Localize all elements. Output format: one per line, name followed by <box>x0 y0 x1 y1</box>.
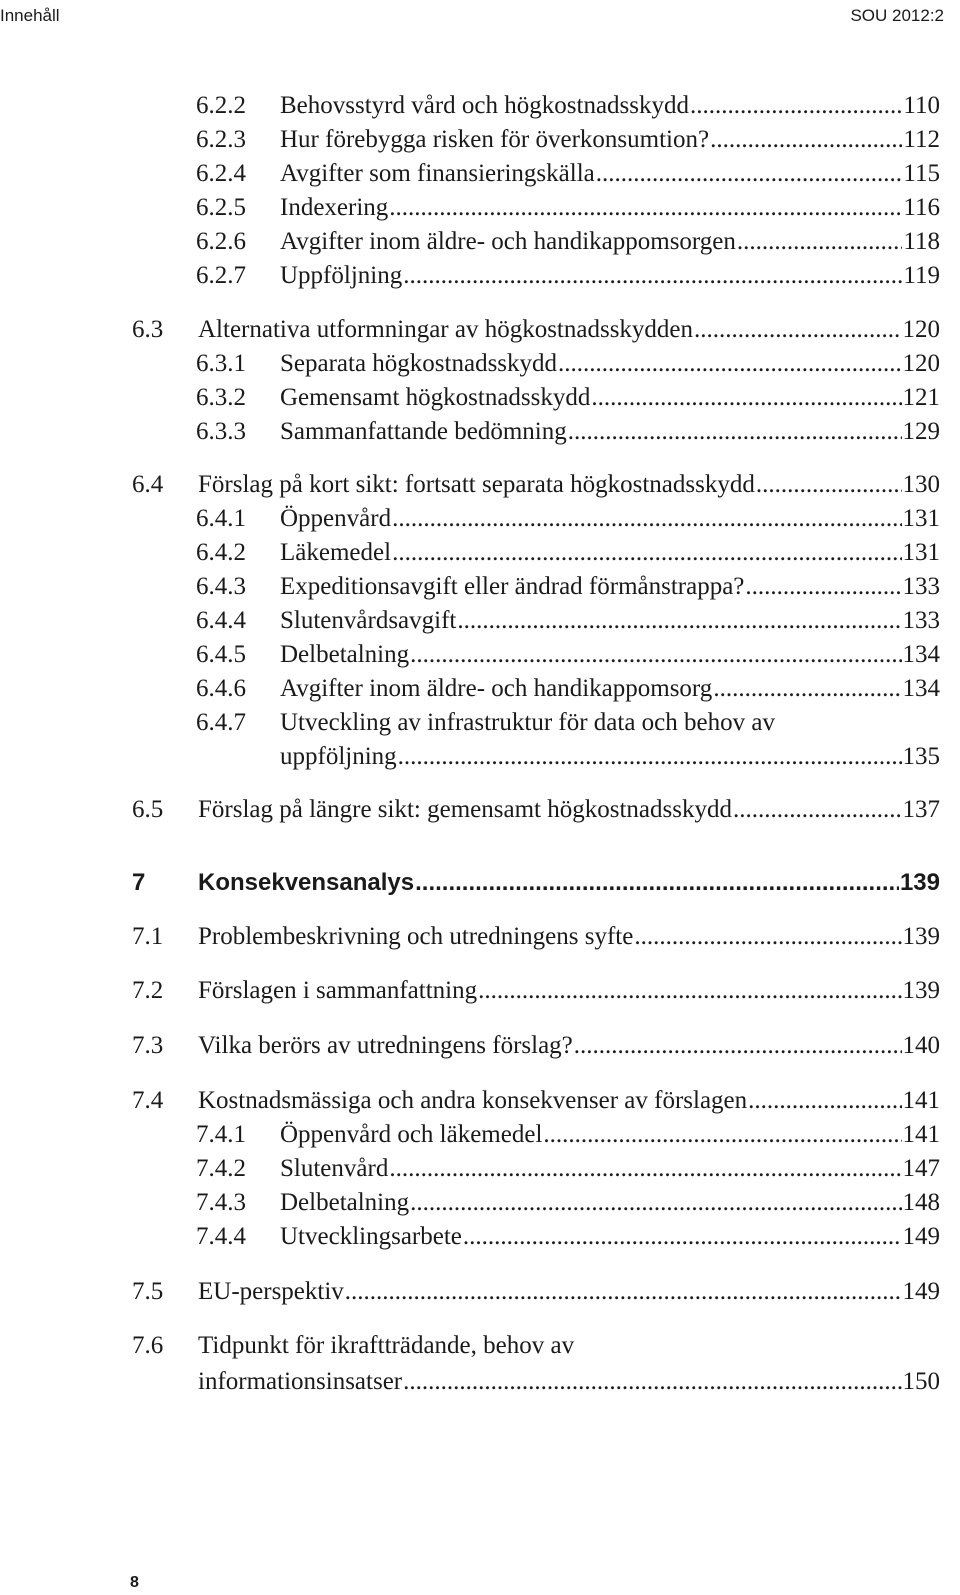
chapter-number: 7 <box>132 869 146 896</box>
leader-dots <box>415 868 899 898</box>
toc-number: 6.2.3 <box>196 126 246 153</box>
section-label: Innehåll <box>0 6 60 25</box>
toc-title-cont: informationsinsatser <box>198 1368 403 1395</box>
toc-entry[interactable] <box>132 1331 940 1361</box>
toc-number: 7.3 <box>132 1032 164 1059</box>
toc-number: 7.6 <box>132 1332 164 1359</box>
toc-title: Hur förebygga risken för överkonsumtion? <box>280 126 710 153</box>
toc-page: 140 <box>902 1032 940 1059</box>
toc-title: Slutenvårdsavgift <box>280 607 457 634</box>
toc-title: Behovsstyrd vård och högkostnadsskydd <box>280 92 689 119</box>
leader-dots <box>410 1188 901 1218</box>
leader-dots <box>543 1120 901 1150</box>
toc-page: 133 <box>902 607 940 634</box>
publication-id: SOU 2012:2 <box>850 6 944 25</box>
toc-number: 6.3.2 <box>196 384 246 411</box>
toc-page: 130 <box>902 471 940 498</box>
toc-entry[interactable] <box>132 315 940 345</box>
leader-dots <box>392 504 901 534</box>
toc-page: 110 <box>903 92 940 119</box>
toc-title: Läkemedel <box>280 539 392 566</box>
toc-page: 134 <box>902 675 940 702</box>
toc-title: Gemensamt högkostnadsskydd <box>280 384 591 411</box>
toc-title: Alternativa utformningar av högkostnadsskydden <box>198 316 694 343</box>
toc-page: 131 <box>902 505 940 532</box>
toc-page: 115 <box>903 160 940 187</box>
toc-chapter-entry[interactable] <box>132 868 940 898</box>
leader-dots <box>710 125 902 155</box>
toc-number: 6.4.1 <box>196 505 246 532</box>
toc-number: 6.2.5 <box>196 194 246 221</box>
leader-dots <box>634 922 901 952</box>
toc-title: Problembeskrivning och utredningens syfte <box>198 923 634 950</box>
toc-page: 148 <box>902 1189 940 1216</box>
toc-page: 141 <box>902 1121 940 1148</box>
toc-entry[interactable] <box>196 1154 940 1184</box>
toc-entry[interactable] <box>132 795 940 825</box>
page-number: 8 <box>130 1574 139 1591</box>
toc-title: Öppenvård och läkemedel <box>280 1121 543 1148</box>
leader-dots <box>410 640 901 670</box>
toc-entry-continuation[interactable] <box>196 742 940 772</box>
toc-title: Förslag på längre sikt: gemensamt högkostnadsskydd <box>198 796 732 823</box>
leader-dots <box>389 193 902 223</box>
toc-title: Delbetalning <box>280 641 410 668</box>
toc-title: Förslag på kort sikt: fortsatt separata högkostnadsskydd <box>198 471 755 498</box>
toc-title: Expeditionsavgift eller ändrad förmånstrappa? <box>280 573 745 600</box>
toc-page: 134 <box>902 641 940 668</box>
toc-number: 7.1 <box>132 923 164 950</box>
leader-dots <box>694 315 901 345</box>
leader-dots <box>713 674 901 704</box>
toc-page: 149 <box>902 1278 940 1305</box>
chapter-title: Konsekvensanalys <box>198 869 415 896</box>
toc-entry[interactable] <box>196 538 940 568</box>
leader-dots <box>745 572 901 602</box>
toc-entry[interactable] <box>196 193 940 223</box>
toc-entry[interactable] <box>196 91 940 121</box>
leader-dots <box>558 349 901 379</box>
chapter-page: 139 <box>899 869 940 896</box>
toc-title: Separata högkostnadsskydd <box>280 350 558 377</box>
toc-page: 120 <box>902 316 940 343</box>
toc-entry[interactable] <box>132 1031 940 1061</box>
toc-number: 6.4.7 <box>196 709 246 736</box>
toc-number: 6.4 <box>132 471 164 498</box>
toc-title-cont: uppföljning <box>280 743 397 770</box>
toc-entry[interactable] <box>196 606 940 636</box>
toc-page: 118 <box>903 228 940 255</box>
toc-number: 7.4.2 <box>196 1155 246 1182</box>
leader-dots <box>591 383 901 413</box>
toc-number: 6.2.4 <box>196 160 246 187</box>
toc-entry[interactable] <box>196 674 940 704</box>
toc-title: Uppföljning <box>280 262 403 289</box>
toc-page: 131 <box>902 539 940 566</box>
toc-title: Öppenvård <box>280 505 392 532</box>
toc-number: 6.2.2 <box>196 92 246 119</box>
leader-dots <box>733 795 902 825</box>
toc-entry[interactable] <box>196 708 940 738</box>
leader-dots <box>596 159 903 189</box>
toc-number: 6.3.3 <box>196 418 246 445</box>
toc-entry[interactable] <box>196 417 940 447</box>
leader-dots <box>457 606 901 636</box>
toc-page: 139 <box>902 923 940 950</box>
leader-dots <box>392 538 901 568</box>
leader-dots <box>403 261 902 291</box>
toc-title: Förslagen i sammanfattning <box>198 977 478 1004</box>
running-header <box>0 6 960 36</box>
toc-entry[interactable] <box>196 640 940 670</box>
toc-entry[interactable] <box>132 1086 940 1116</box>
toc-title: Kostnadsmässiga och andra konsekvenser av förslagen <box>198 1087 748 1114</box>
toc-title: Tidpunkt för ikraftträdande, behov av <box>198 1332 575 1359</box>
toc-entry[interactable] <box>196 1120 940 1150</box>
leader-dots <box>574 1031 902 1061</box>
toc-page: 135 <box>902 743 940 770</box>
toc-title: Avgifter som finansieringskälla <box>280 160 595 187</box>
toc-page: 129 <box>902 418 940 445</box>
toc-entry[interactable] <box>196 1188 940 1218</box>
toc-entry[interactable] <box>196 349 940 379</box>
leader-dots <box>463 1222 902 1252</box>
toc-title: Avgifter inom äldre- och handikappomsorg <box>280 675 713 702</box>
leader-dots <box>737 227 903 257</box>
toc-page: 112 <box>903 126 940 153</box>
toc-number: 7.2 <box>132 977 164 1004</box>
toc-entry[interactable] <box>196 1222 940 1252</box>
toc-entry[interactable] <box>132 976 940 1006</box>
toc-number: 6.2.6 <box>196 228 246 255</box>
toc-title: Vilka berörs av utredningens förslag? <box>198 1032 573 1059</box>
toc-page: 119 <box>903 262 940 289</box>
toc-entry[interactable] <box>196 383 940 413</box>
leader-dots <box>690 91 902 121</box>
leader-dots <box>389 1154 901 1184</box>
toc-page: 133 <box>902 573 940 600</box>
toc-entry[interactable] <box>196 504 940 534</box>
toc-entry[interactable] <box>132 922 940 952</box>
toc-number: 6.4.6 <box>196 675 246 702</box>
toc-title: EU-perspektiv <box>198 1278 344 1305</box>
toc-number: 7.5 <box>132 1278 164 1305</box>
toc-number: 7.4.3 <box>196 1189 246 1216</box>
leader-dots <box>748 1086 901 1116</box>
toc-title: Utveckling av infrastruktur för data och behov av <box>280 709 775 736</box>
toc-page: 116 <box>903 194 940 221</box>
toc-entry[interactable] <box>196 261 940 291</box>
toc-page: 150 <box>902 1368 940 1395</box>
toc-title: Delbetalning <box>280 1189 410 1216</box>
toc-entry[interactable] <box>196 159 940 189</box>
toc-page: 137 <box>902 796 940 823</box>
toc-page: 147 <box>902 1155 940 1182</box>
toc-title: Utvecklingsarbete <box>280 1223 462 1250</box>
toc-page: 149 <box>902 1223 940 1250</box>
toc-number: 6.2.7 <box>196 262 246 289</box>
toc-number: 7.4 <box>132 1087 164 1114</box>
toc-title: Sammanfattande bedömning <box>280 418 567 445</box>
toc-number: 6.4.2 <box>196 539 246 566</box>
toc-number: 7.4.1 <box>196 1121 246 1148</box>
toc-entry[interactable] <box>196 227 940 257</box>
leader-dots <box>403 1367 901 1397</box>
toc-number: 6.3.1 <box>196 350 246 377</box>
toc-page: 139 <box>902 977 940 1004</box>
toc-number: 6.4.4 <box>196 607 246 634</box>
toc-number: 7.4.4 <box>196 1223 246 1250</box>
toc-entry[interactable] <box>196 125 940 155</box>
toc-number: 6.4.3 <box>196 573 246 600</box>
toc-title: Slutenvård <box>280 1155 389 1182</box>
leader-dots <box>568 417 902 447</box>
leader-dots <box>398 742 902 772</box>
toc-page: 141 <box>902 1087 940 1114</box>
toc-page: 120 <box>902 350 940 377</box>
leader-dots <box>478 976 901 1006</box>
toc-number: 6.3 <box>132 316 164 343</box>
leader-dots <box>345 1277 902 1307</box>
toc-number: 6.4.5 <box>196 641 246 668</box>
toc-entry-continuation[interactable] <box>132 1367 940 1397</box>
toc-entry[interactable] <box>196 572 940 602</box>
toc-entry[interactable] <box>132 1277 940 1307</box>
toc-entry[interactable] <box>132 470 940 500</box>
toc-number: 6.5 <box>132 796 164 823</box>
toc-page: 121 <box>902 384 940 411</box>
leader-dots <box>756 470 902 500</box>
toc-title: Indexering <box>280 194 389 221</box>
toc-title: Avgifter inom äldre- och handikappomsorgen <box>280 228 736 255</box>
